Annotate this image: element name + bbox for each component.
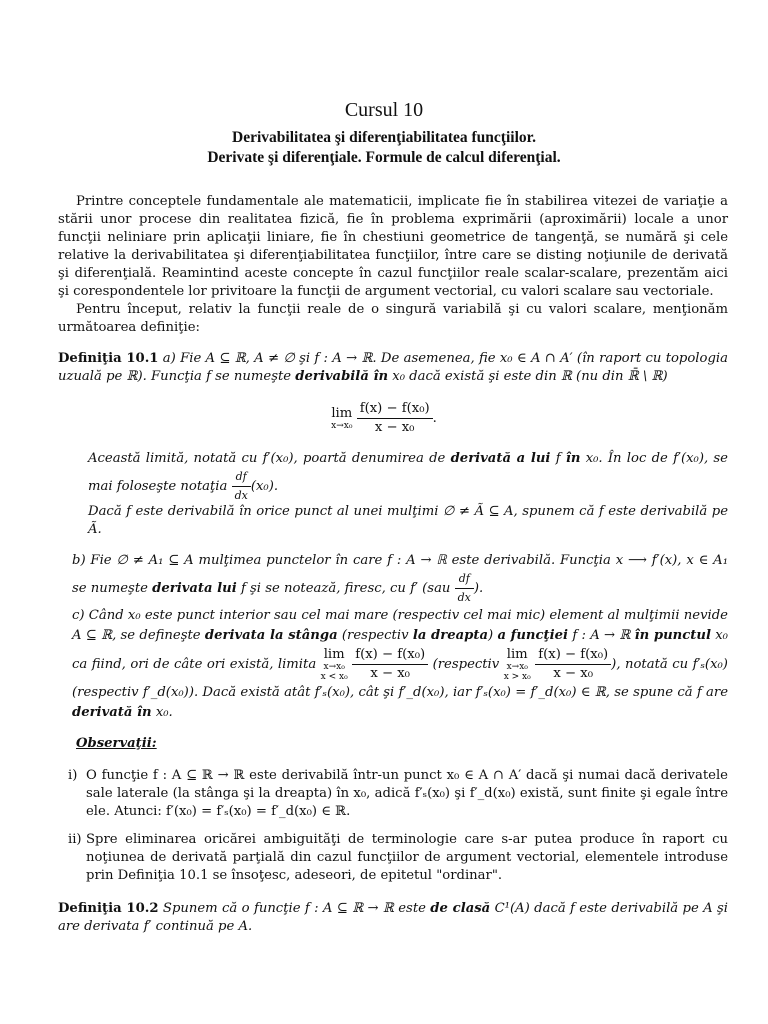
def1-c-text4: f : A → ℝ (572, 628, 631, 643)
c-frac-den-1: x − x₀ (370, 666, 410, 681)
def1-a-p2-text2: f (555, 451, 561, 466)
intro-paragraph-2: Pentru început, relativ la funcţii reale de o singură variabilă şi cu valori scalare, menţionăm următoarea definiţie: (58, 302, 728, 335)
c-lim2-sub1: x→x₀ (506, 661, 528, 672)
def1-b-bold: derivata lui (152, 581, 237, 596)
def1-c-bold3: a funcţiei (497, 628, 569, 643)
def1-a-bold: derivabilă în (295, 369, 389, 384)
def1-c-text: c) Când x₀ este punct interior sau cel mai mare (respectiv cel mai mic) element al mulţimii nevide A ⊆ ℝ, se defineşte (72, 608, 728, 643)
derivative-limit-formula (0, 400, 768, 437)
formula-numerator: f(x) − f(x₀) (357, 400, 433, 419)
c-lim2-sub2: x > x₀ (503, 671, 531, 682)
def1-c-text6: (respectiv (432, 657, 500, 672)
def1-c-text7: ), (611, 657, 621, 672)
observation-text: O funcţie f : A ⊆ ℝ → ℝ este derivabilă într-un punct x₀ ∈ A ∩ A′ dacă şi numai dacă derivatele sale laterale (la stânga şi la dreapta) în x₀, adică f′ₛ(x₀) şi f′_d(x₀) există, sunt finite şi egale între ele. Atunci: f′(x₀) = f′ₛ(x₀) = f′_d(x₀) ∈ ℝ. (86, 768, 728, 819)
c-lim1-sub1: x→x₀ (323, 661, 345, 672)
observation-number: i) (68, 768, 78, 783)
observation-number: ii) (68, 832, 82, 847)
def2-bold: de clasă (430, 901, 491, 916)
formula-denominator: x − x₀ (374, 420, 415, 435)
def1-c-text2: (respectiv (341, 628, 409, 643)
definition-10-1-a (58, 350, 728, 386)
def1-a-p2-text: Această limită, notată cu f′(x₀), poartă denumirea de (88, 451, 446, 466)
definition-label: Definiţia 10.1 (58, 351, 159, 366)
df-numerator: df (232, 468, 251, 487)
observations-heading: Observaţii: (76, 736, 157, 751)
page-title: Cursul 10 (344, 99, 424, 121)
def1-c-text8: notată cu f′ₛ(x₀) (respectiv f′_d(x₀)). Dacă există atât f′ₛ(x₀), cât şi f′_d(x₀), iar f′ₛ(x₀) = f′_d(x₀) ∈ ℝ, se spune că f are (72, 657, 728, 700)
definition-label: Definiţia 10.2 (58, 901, 159, 916)
def1-a-paragraph-2 (88, 450, 728, 505)
definition-10-1-b (72, 552, 728, 607)
def1-c-bold5: derivată în (72, 705, 152, 720)
observation-item (58, 831, 728, 885)
observation-item (58, 767, 728, 821)
c-frac-den-2: x − x₀ (553, 666, 593, 681)
observation-text: Spre eliminarea oricărei ambiguităţi de terminologie care s-ar putea produce în raport cu noţiunea de derivată parţială din cazul funcţiilor de argument vectorial, elementele introduse prin Definiţia 10.1 se însoţesc, adeseori, de epitetul "ordinar". (86, 832, 728, 883)
def1-c-bold4: în punctul (634, 628, 711, 643)
def1-a-text2: x₀ dacă există şi este din ℝ (nu din ℝ̄ \ ℝ) (392, 369, 668, 384)
def1-c-text9: x₀. (155, 705, 173, 720)
b-df-numerator: df (455, 570, 474, 589)
dx-denominator: dx (234, 489, 248, 502)
def1-c-text3: ) (488, 628, 494, 643)
def1-a-text: a) Fie A ⊆ ℝ, A ≠ ∅ şi f : A → ℝ. De asemenea, fie x₀ ∈ A ∩ A′ (în raport cu topologia uzuală pe ℝ). Funcţia f se numeşte (58, 351, 728, 384)
intro-paragraph-1: Printre conceptele fundamentale ale matematicii, implicate fie în stabilirea vitezei de variaţie a stării unor procese din realitatea fizică, fie în problema exprimării (aproximării) locale a unor funcţii neliniare prin aplicaţii liniare, fie în chestiuni geometrice de tangenţă, se numără şi cele relative la derivabilitatea şi diferenţiabilitatea funcţiilor, între care se disting noţiunile de derivată şi diferenţială. Reamintind aceste concepte în cazul funcţiilor reale scalar-scalare, prezentăm aici şi corespondentele lor privitoare la funcţii de argument vectorial, cu valori scalare sau vectoriale. (58, 194, 728, 299)
def1-a-p2-text4: (x₀). (250, 479, 279, 494)
formula-period: . (432, 411, 437, 426)
def1-b-text: b) Fie ∅ ≠ A₁ ⊆ A mulţimea punctelor în care f : A → ℝ este derivabilă. Funcţia x ⟶ f′(x), x ∈ A₁ se numeşte (72, 553, 728, 596)
def1-b-text2: f şi se notează, firesc, cu f′ (sau (240, 581, 451, 596)
def2-text1: Spunem că o funcţie f : A ⊆ ℝ → ℝ este (162, 901, 426, 916)
subtitle-line-2: Derivate şi diferenţiale. Formule de calcul diferenţial. (207, 149, 561, 166)
lim-subscript: x→x₀ (331, 420, 353, 431)
def1-a-p2-text3: x₀. În loc de f′(x₀), se mai foloseşte notaţia (88, 451, 728, 494)
def1-a-p2-bold: derivată a lui (450, 451, 551, 466)
c-lim1-sub2: x < x₀ (320, 671, 348, 682)
def2-text2: C¹(A) dacă f este derivabilă pe A şi are derivata f′ continuă pe A. (58, 901, 728, 934)
subtitle-line-1: Derivabilitatea şi diferenţiabilitatea funcţiilor. (232, 129, 536, 146)
c-frac-num-1: f(x) − f(x₀) (352, 646, 428, 665)
def1-b-text3: ). (473, 581, 484, 596)
def1-a-paragraph-3: Dacă f este derivabilă în orice punct al unei mulţimi ∅ ≠ Ã ⊆ A, spunem că f este derivabilă pe Ã. (88, 504, 728, 537)
def1-c-text5: x₀ ca fiind, ori de câte ori există, limita (72, 628, 728, 672)
definition-10-2 (58, 900, 728, 936)
def1-a-p2-bold2: în (565, 451, 581, 466)
c-frac-num-2: f(x) − f(x₀) (535, 646, 611, 665)
b-dx-denominator: dx (457, 591, 471, 604)
lim-symbol: lim (331, 405, 353, 421)
definition-10-1-c: c) Când x₀ este punct interior sau cel mai mare (respectiv cel mai mic) element al mulţimii nevide A ⊆ ℝ, se defineşte derivata la stânga (respectiv la dreapta) a funcţiei f : A → ℝ în punctul x₀ ca fiind, ori de câte ori există, limita lim x→x₀ x < x₀ $\frac{\text{f(x) − f(x₀)}}{\text{x − x₀}}$ (respectiv lim x→x₀ x > x₀ $\frac{\text{f(x) − f(x₀)}}{\text{x − x₀}}$ ), notată cu f′ₛ(x₀) (respectiv f′_d(x₀)). Dacă există atât f′ₛ(x₀), cât şi f′_d(x₀), iar f′ₛ(x₀) = f′_d(x₀) ∈ ℝ, se spune că f are derivată în x₀. (72, 608, 728, 720)
def1-c-bold2: la dreapta (412, 628, 489, 643)
def1-c-bold1: derivata la stânga (204, 628, 338, 643)
